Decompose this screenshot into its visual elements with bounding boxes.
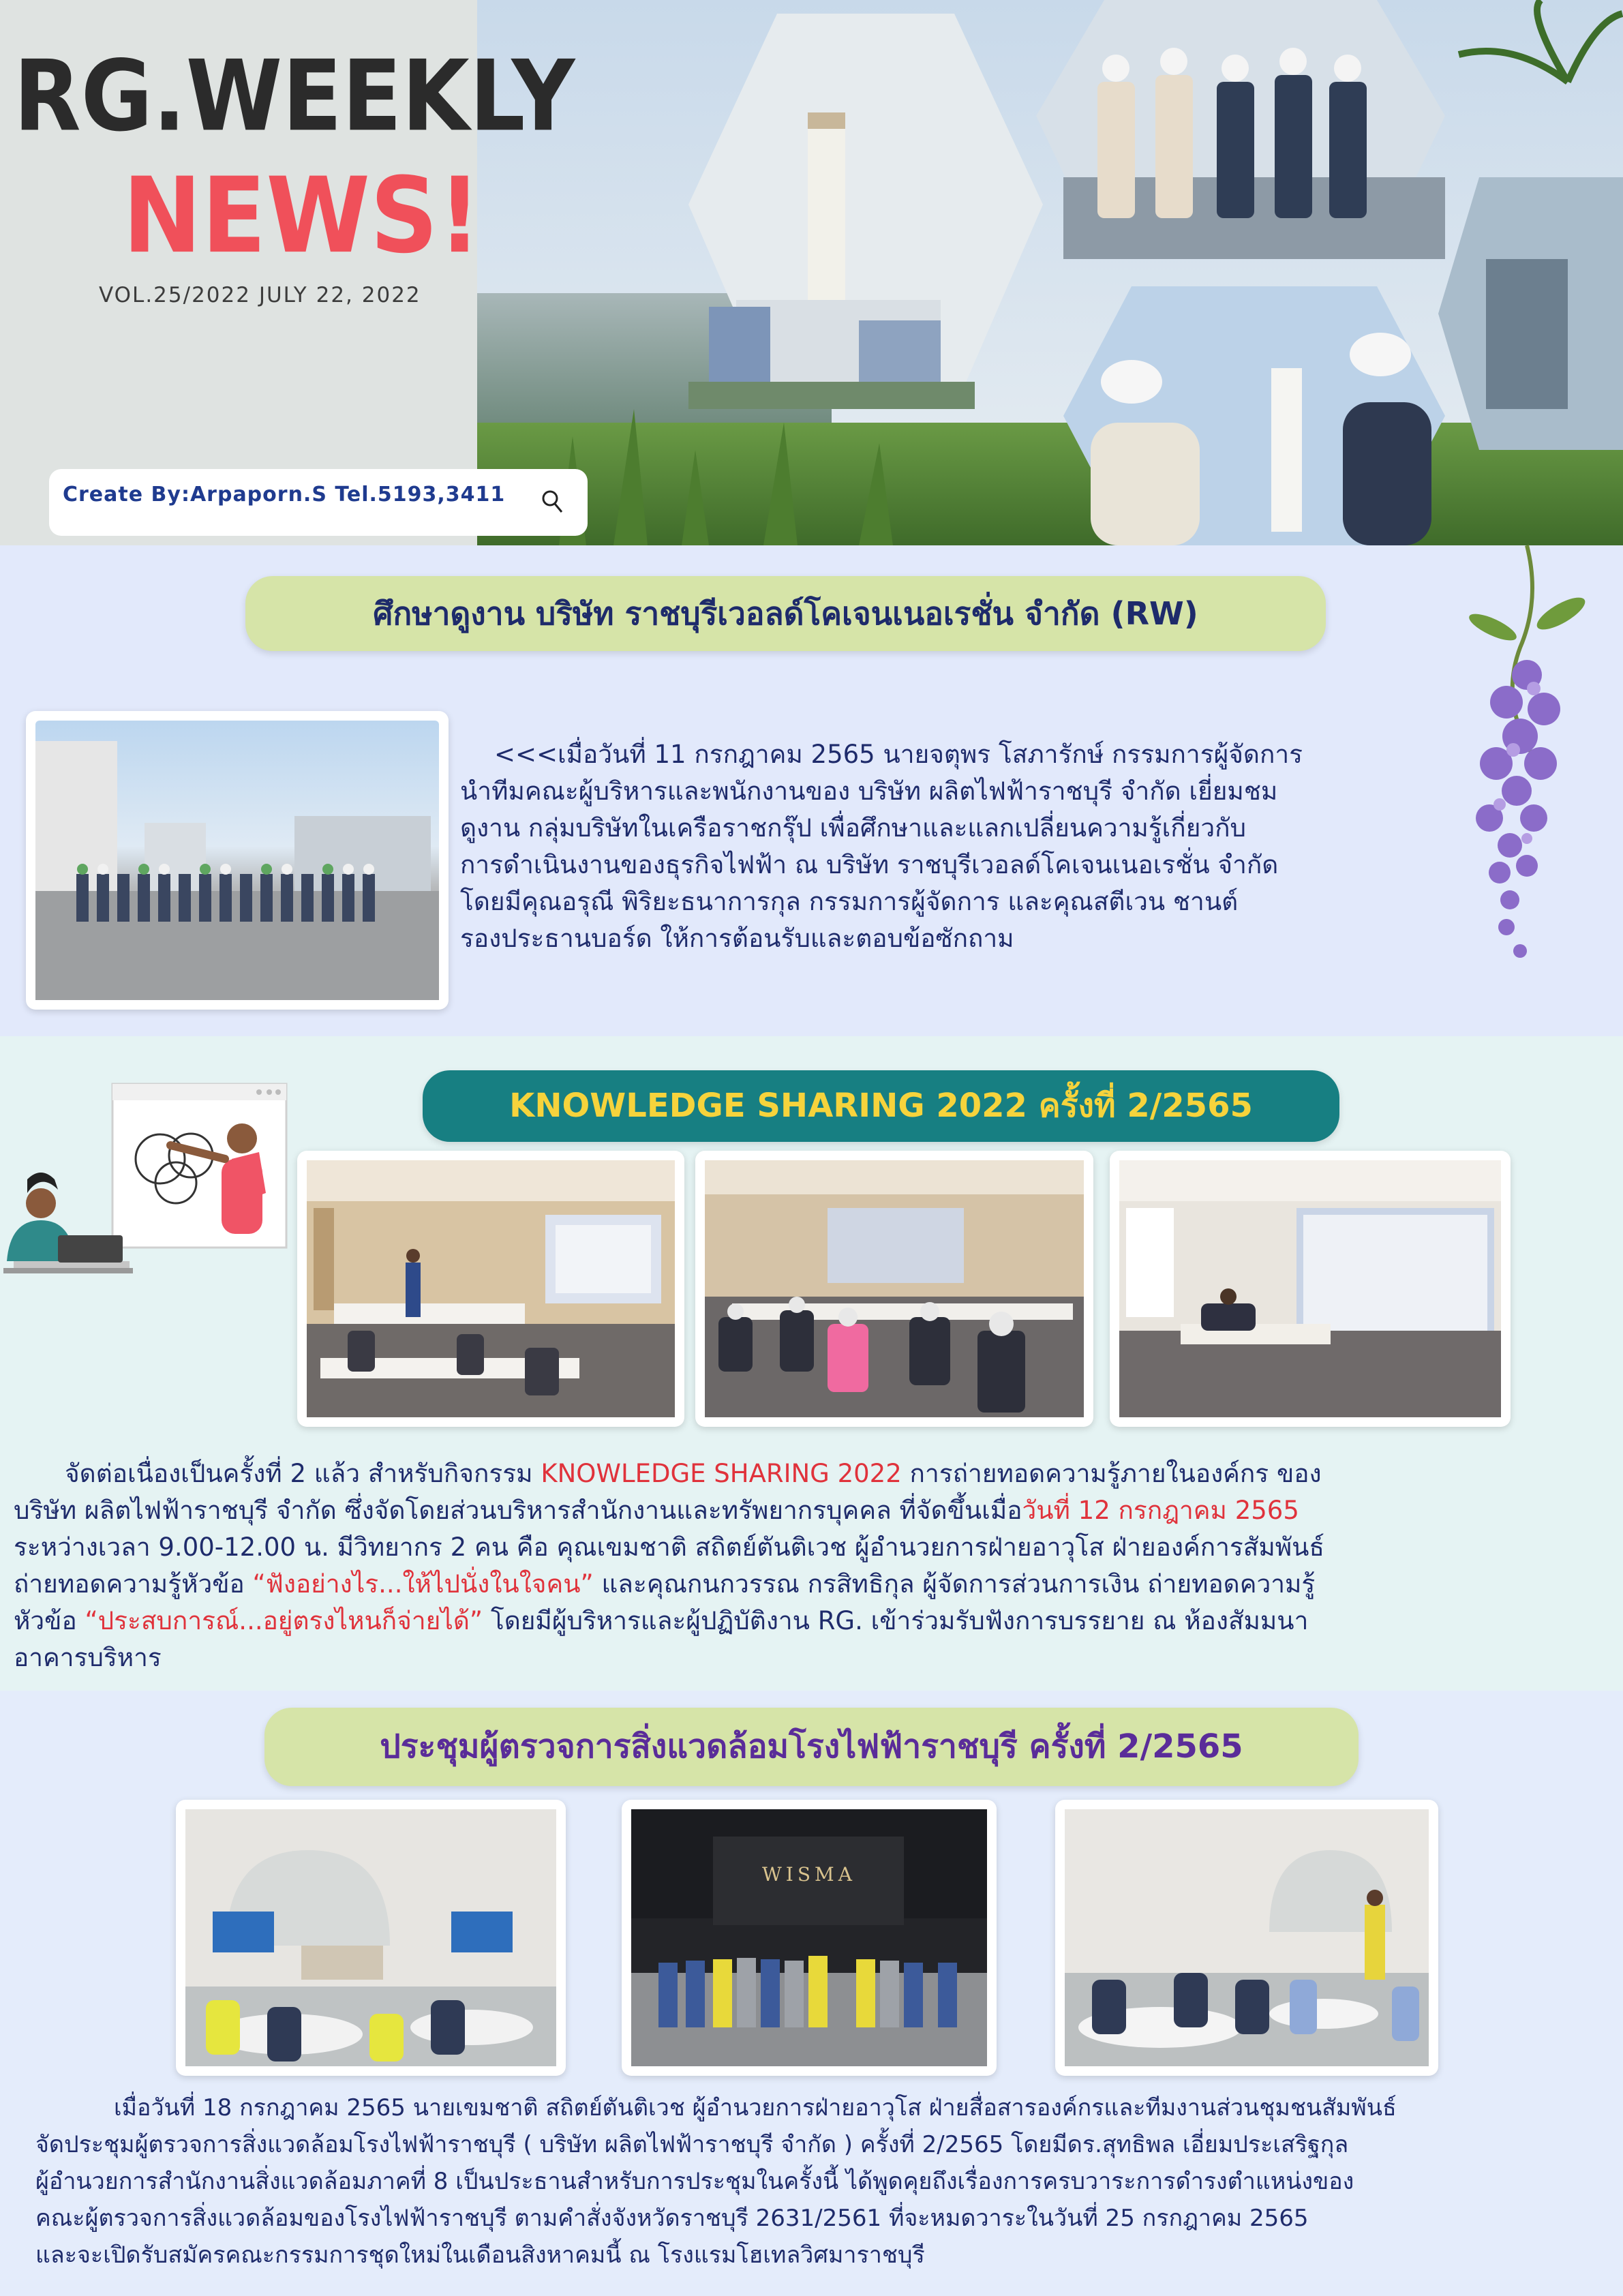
ks-line-1b: การถ่ายทอดความรู้ภายในองค์กร ของ xyxy=(901,1459,1322,1488)
rw-line-4: การดำเนินงานของธุรกิจไฟฟ้า ณ บริษัท ราชบุรีเวอลด์โคเจนเนอเรชั่น จำกัด xyxy=(460,850,1279,879)
issue-volume-date: VOL.25/2022 JULY 22, 2022 xyxy=(99,283,421,307)
ks-line-3: ระหว่างเวลา 9.00-12.00 น. มีวิทยากร 2 คน คือ คุณเขมชาติ สถิตย์ตันติเวช ผู้อำนวยการฝ่ายอาวุโส ฝ่ายองค์การสัมพันธ์ xyxy=(14,1532,1325,1562)
meeting-photo-2-frame xyxy=(622,1800,997,2076)
rw-line-1: <<<เมื่อวันที่ 11 กรกฎาคม 2565 นายจตุพร โสภารักษ์ กรรมการผู้จัดการ xyxy=(494,740,1303,769)
meeting-photo-1 xyxy=(185,1809,556,2066)
section-knowledge-sharing xyxy=(0,1036,1623,1718)
meeting-photo-3-frame xyxy=(1055,1800,1438,2076)
ks-line-4a: ถ่ายทอดความรู้หัวข้อ xyxy=(14,1569,253,1599)
hotel-sign: WISMA xyxy=(762,1863,856,1886)
ks-line-4 xyxy=(14,1566,1609,1603)
ks-line-5a: หัวข้อ xyxy=(14,1606,85,1635)
env-line-3: ผู้อำนวยการสำนักงานสิ่งแวดล้อมภาคที่ 8 เป็นประธานสำหรับการประชุมในครั้งนี้ ได้พูดคุยถึงเรื่องการครบวาระการดำรงตำแหน่งของ xyxy=(35,2168,1354,2195)
rw-group-photo xyxy=(35,721,439,1000)
rw-visit-paragraph xyxy=(460,736,1483,957)
env-line-5: และจะเปิดรับสมัครคณะกรรมการชุดใหม่ในเดือนสิงหาคมนี้ ณ โรงแรมโฮเทลวิศมาราชบุรี xyxy=(35,2241,925,2269)
knowledge-photo-2 xyxy=(705,1160,1084,1417)
masthead-rg-weekly xyxy=(14,40,579,154)
meeting-photo-2-hotel-group xyxy=(631,1809,987,2066)
section-title-rw-visit-text: ศึกษาดูงาน บริษัท ราชบุรีเวอลด์โคเจนเนอเรชั่น จำกัด (RW) xyxy=(373,595,1198,632)
presentation-illustration xyxy=(0,1057,300,1316)
section-title-knowledge-sharing xyxy=(423,1070,1339,1142)
knowledge-photo-1-frame xyxy=(297,1151,684,1427)
rw-group-photo-frame xyxy=(26,711,449,1010)
section-rw-visit xyxy=(0,545,1623,1036)
ks-line-1a: จัดต่อเนื่องเป็นครั้งที่ 2 แล้ว สำหรับกิจกรรม xyxy=(65,1459,541,1488)
env-line-2: จัดประชุมผู้ตรวจการสิ่งแวดล้อมโรงไฟฟ้าราชบุรี ( บริษัท ผลิตไฟฟ้าราชบุรี จำกัด ) ครั้งที่ 2/2565 โดยมีดร.สุทธิพล เอี่ยมประเสริฐกุล xyxy=(35,2131,1349,2158)
ks-line-4b: และคุณกนกวรรณ กรสิทธิกุล ผู้จัดการส่วนการเงิน ถ่ายทอดความรู้ xyxy=(593,1569,1316,1599)
ks-line-2a: บริษัท ผลิตไฟฟ้าราชบุรี จำกัด ซึ่งจัดโดยส่วนบริหารสำนักงานและทรัพยากรบุคคล ที่จัดขึ้นเมื่อ xyxy=(14,1496,1022,1525)
masthead-news xyxy=(123,154,484,277)
rw-line-6: รองประธานบอร์ด ให้การต้อนรับและตอบข้อซักถาม xyxy=(460,924,1014,953)
ks-line-2-highlight: วันที่ 12 กรกฎาคม 2565 xyxy=(1022,1496,1299,1525)
ks-line-2 xyxy=(14,1492,1609,1529)
knowledge-photo-3-frame xyxy=(1110,1151,1511,1427)
collage-photos xyxy=(477,0,1623,545)
creator-text: Create By:Arpaporn.S Tel.5193,3411 xyxy=(63,483,506,507)
ks-line-1-highlight: KNOWLEDGE SHARING 2022 xyxy=(541,1459,902,1488)
section-title-rw-visit xyxy=(245,576,1326,651)
meeting-photo-3 xyxy=(1065,1809,1429,2066)
ks-line-4-highlight: “ฟังอย่างไร...ให้ไปนั่งในใจคน” xyxy=(252,1569,594,1599)
knowledge-photo-3 xyxy=(1119,1160,1501,1417)
masthead-line1: RG.WEEKLY xyxy=(14,40,577,154)
knowledge-photo-2-frame xyxy=(695,1151,1093,1427)
ks-line-5b: โดยมีผู้บริหารและผู้ปฏิบัติงาน RG. เข้าร่วมรับฟังการบรรยาย ณ ห้องสัมมนา xyxy=(483,1606,1309,1635)
header-banner xyxy=(0,0,1623,545)
section-title-environment-meeting-text: ประชุมผู้ตรวจการสิ่งแวดล้อมโรงไฟฟ้าราชบุรี ครั้งที่ 2/2565 xyxy=(380,1727,1243,1766)
ks-line-6: อาคารบริหาร xyxy=(14,1643,162,1672)
env-line-1: เมื่อวันที่ 18 กรกฎาคม 2565 นายเขมชาติ สถิตย์ตันติเวช ผู้อำนวยการฝ่ายอาวุโส ฝ่ายสื่อสารองค์กรและทีมงานส่วนชุมชนสัมพันธ์ xyxy=(114,2094,1397,2121)
ks-line-1 xyxy=(14,1455,1609,1492)
rw-line-3: ดูงาน กลุ่มบริษัทในเครือราชกรุ๊ป เพื่อศึกษาและแลกเปลี่ยนความรู้เกี่ยวกับ xyxy=(460,813,1247,843)
ks-line-5 xyxy=(14,1603,1609,1640)
power-plant-collage xyxy=(477,0,1623,545)
search-icon xyxy=(540,488,564,515)
section-title-knowledge-sharing-text: KNOWLEDGE SHARING 2022 ครั้งที่ 2/2565 xyxy=(509,1087,1253,1125)
meeting-photo-1-frame xyxy=(176,1800,566,2076)
rw-line-2: นำทีมคณะผู้บริหารและพนักงานของ บริษัท ผลิตไฟฟ้าราชบุรี จำกัด เยี่ยมชม xyxy=(460,776,1278,806)
section-environment-meeting xyxy=(0,1691,1623,2296)
rw-line-5: โดยมีคุณอรุณี พิริยะธนาการกุล กรรมการผู้จัดการ และคุณสตีเวน ชานต์ xyxy=(460,887,1239,916)
section-title-environment-meeting xyxy=(264,1708,1359,1786)
knowledge-photo-1 xyxy=(307,1160,675,1417)
ks-line-5-highlight: “ประสบการณ์...อยู่ตรงไหนก็จ่ายได้” xyxy=(85,1606,483,1635)
knowledge-sharing-paragraph xyxy=(14,1455,1609,1676)
environment-meeting-paragraph xyxy=(35,2089,1610,2274)
env-line-4: คณะผู้ตรวจการสิ่งแวดล้อมของโรงไฟฟ้าราชบุรี ตามคำสั่งจังหวัดราชบุรี 2631/2561 ที่จะหมดวาระในวันที่ 25 กรกฎาคม 2565 xyxy=(35,2205,1309,2232)
masthead-line2: NEWS! xyxy=(123,154,481,277)
